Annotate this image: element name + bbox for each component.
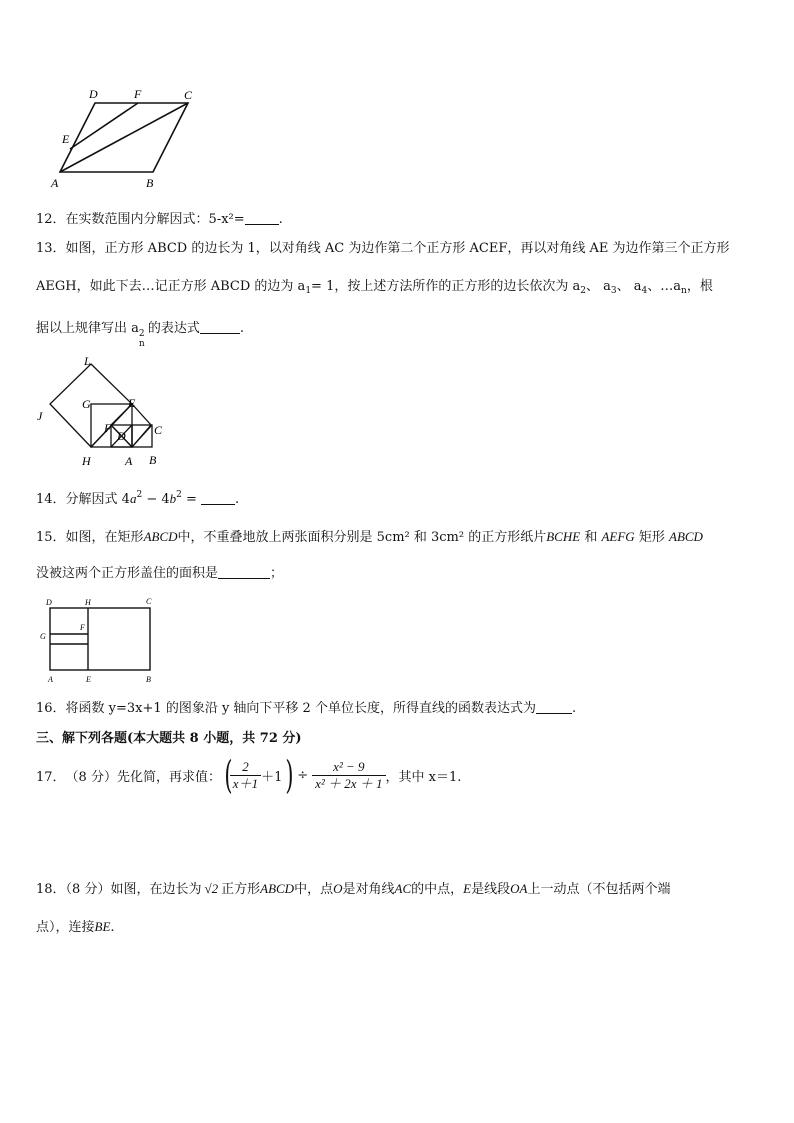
q15-number: 15．	[36, 530, 66, 545]
q16-answer-blank[interactable]	[536, 701, 572, 714]
question-13-line3	[36, 321, 245, 349]
label-g: G	[82, 397, 91, 411]
q17-tail: ，其中 x＝1.	[385, 769, 462, 785]
q17-paren-close: )	[285, 753, 294, 797]
label-c2: C	[154, 423, 163, 437]
q13-sub4: 4	[641, 286, 648, 296]
q17-text: 先化简，再求值：	[116, 769, 221, 785]
q13-line3-b: 的表达式	[147, 321, 200, 336]
q14-var-a: a	[129, 491, 137, 506]
label-e: E	[62, 132, 70, 146]
q12-answer-blank[interactable]	[245, 212, 279, 225]
label-l: L	[84, 354, 91, 368]
question-16	[36, 701, 576, 717]
section-3-title: 三、解下列各题(本大题共 8 小题，共 72 分)	[36, 731, 302, 746]
question-14: 14．分解因式 $4a^2 - 4b^2$ = .	[36, 490, 240, 507]
q13-line2-end: ，根	[686, 279, 713, 294]
q13-line2-b: = 1，按上述方法所作的正方形的边长依次为 a	[311, 279, 581, 294]
question-13-line2: AEGH，如此下去…记正方形 ABCD 的边为 $a_1= 1$，按上述方法所作的正方形的边长依次为 $a_2$、 $a_3$、 $a_4$、$\dots a_n$，根	[36, 279, 713, 296]
q17-paren-open: (	[224, 753, 233, 797]
rectangle-figure	[36, 594, 161, 686]
q17-frac2-den: x² ＋ 2x ＋ 1	[315, 775, 383, 791]
q14-end: .	[235, 492, 240, 507]
label-d2: D	[117, 429, 126, 443]
q13-dots: …a	[660, 279, 682, 294]
q13-number: 13．	[36, 241, 66, 256]
label-c3: C	[146, 597, 152, 606]
label-b2: B	[149, 453, 157, 467]
q15-line1-a: 如图，在矩形	[65, 530, 144, 545]
q17-score: （8 分）	[65, 769, 117, 785]
question-12	[36, 212, 283, 228]
label-b: B	[146, 176, 154, 190]
label-a2: A	[125, 454, 133, 468]
question-15-line2	[36, 566, 283, 582]
q17-fraction-2	[312, 759, 385, 792]
question-18-line2	[36, 919, 115, 936]
q18-line1-c: 中，点	[294, 882, 334, 897]
q17-plus1: ＋1	[261, 769, 283, 785]
q13-answer-blank[interactable]	[200, 321, 240, 334]
q13-line3-end: .	[239, 321, 245, 336]
q18-o: O	[333, 881, 343, 896]
q16-number: 16．	[36, 701, 66, 716]
q16-end: .	[571, 701, 577, 716]
label-j: J	[37, 409, 43, 423]
q17-frac2-num: x² − 9	[312, 759, 385, 776]
q18-e: E	[463, 881, 472, 896]
q12-end: .	[278, 212, 283, 227]
q18-abcd: ABCD	[260, 881, 295, 896]
q12-text: 在实数范围内分解因式：5-x²=	[65, 212, 245, 227]
q14-answer-blank[interactable]	[201, 492, 235, 505]
label-b3: B	[146, 675, 151, 684]
q15-line1-c: 矩形	[638, 530, 665, 545]
label-a3: A	[48, 675, 53, 684]
q18-score: （8 分）	[65, 882, 111, 897]
question-15-line1	[36, 529, 703, 546]
q13-line3-a: 据以上规律写出 a	[36, 321, 139, 336]
q17-frac1-num: 2	[230, 759, 261, 776]
q17-div: ÷	[297, 767, 309, 783]
label-h3: H	[85, 598, 91, 607]
squares-figure	[34, 352, 174, 472]
q13-sep1: 、	[585, 279, 599, 294]
q18-line1-a: 如图，在边长为	[110, 882, 202, 897]
q18-line1-g: 上一动点（不包括两个端	[527, 882, 671, 897]
label-d3: D	[46, 598, 52, 607]
label-d: D	[89, 87, 98, 101]
q13-sep3: 、	[647, 279, 661, 294]
q16-text: 将函数 y=3x+1 的图象沿 y 轴向下平移 2 个单位长度，所得直线的函数表达式为	[65, 701, 536, 716]
q13-sep2: 、	[616, 279, 630, 294]
q13-line3-sub: n	[138, 339, 145, 349]
q18-number: 18．	[36, 882, 66, 897]
q14-number: 14．	[36, 492, 66, 507]
q13-line2-a: AEGH，如此下去…记正方形 ABCD 的边为 a	[36, 279, 306, 294]
q17-fraction-1	[230, 759, 261, 792]
q17-frac1-den: x＋1	[232, 775, 259, 791]
label-f3: F	[80, 623, 85, 632]
q15-and: 和	[584, 530, 598, 545]
q18-line2-end: .	[110, 920, 115, 935]
q15-line2-end: ；	[270, 566, 284, 581]
q14-text: 分解因式 4	[65, 492, 130, 507]
q18-oa: OA	[510, 881, 528, 896]
label-c: C	[184, 88, 193, 102]
label-h: H	[82, 454, 91, 468]
question-13-line1	[36, 241, 730, 257]
q15-line2: 没被这两个正方形盖住的面积是	[36, 566, 219, 581]
label-f: F	[134, 87, 142, 101]
label-a: A	[51, 176, 59, 190]
q18-be: BE	[94, 919, 111, 934]
q18-line1-e: 的中点，	[411, 882, 464, 897]
q13-subn: n	[681, 286, 687, 296]
label-e2: E	[128, 396, 136, 410]
q15-bche: BCHE	[546, 529, 581, 544]
parallelogram-figure	[48, 85, 208, 195]
question-17	[36, 752, 461, 798]
label-g3: G	[40, 632, 46, 641]
q18-line1-d: 是对角线	[342, 882, 395, 897]
label-e3: E	[86, 675, 91, 684]
q13-sub3: 3	[610, 286, 617, 296]
q15-answer-blank[interactable]	[218, 566, 270, 579]
q15-abcd: ABCD	[143, 529, 178, 544]
q13-line3-sup: 2	[138, 329, 145, 339]
q15-aefg: AEFG	[601, 529, 635, 544]
q13-line1: 如图，正方形 ABCD 的边长为 1，以对角线 AC 为边作第二个正方形 ACEF，再以对角线 AE 为边作第三个正方形	[65, 241, 730, 256]
q14-var-b: b	[169, 491, 177, 506]
q14-exp-b: 2	[176, 490, 182, 500]
label-f2: F	[104, 421, 112, 435]
q18-line1-f: 是线段	[471, 882, 511, 897]
q18-sqrt: √2	[204, 881, 219, 896]
q15-abcd-2: ABCD	[669, 529, 703, 544]
q12-number: 12．	[36, 212, 66, 227]
question-18-line1	[36, 881, 670, 898]
q14-exp-a: 2	[136, 490, 143, 500]
q13-sub1: 1	[305, 286, 312, 296]
q15-line1-b: 中，不重叠地放上两张面积分别是 5cm² 和 3cm² 的正方形纸片	[177, 530, 547, 545]
q13-sub2: 2	[580, 286, 586, 296]
q17-number: 17．	[36, 769, 66, 785]
q18-line1-b: 正方形	[221, 882, 261, 897]
q18-ac: AC	[394, 881, 412, 896]
q14-mid: − 4	[142, 492, 170, 507]
q18-line2-a: 点），连接	[36, 920, 95, 935]
